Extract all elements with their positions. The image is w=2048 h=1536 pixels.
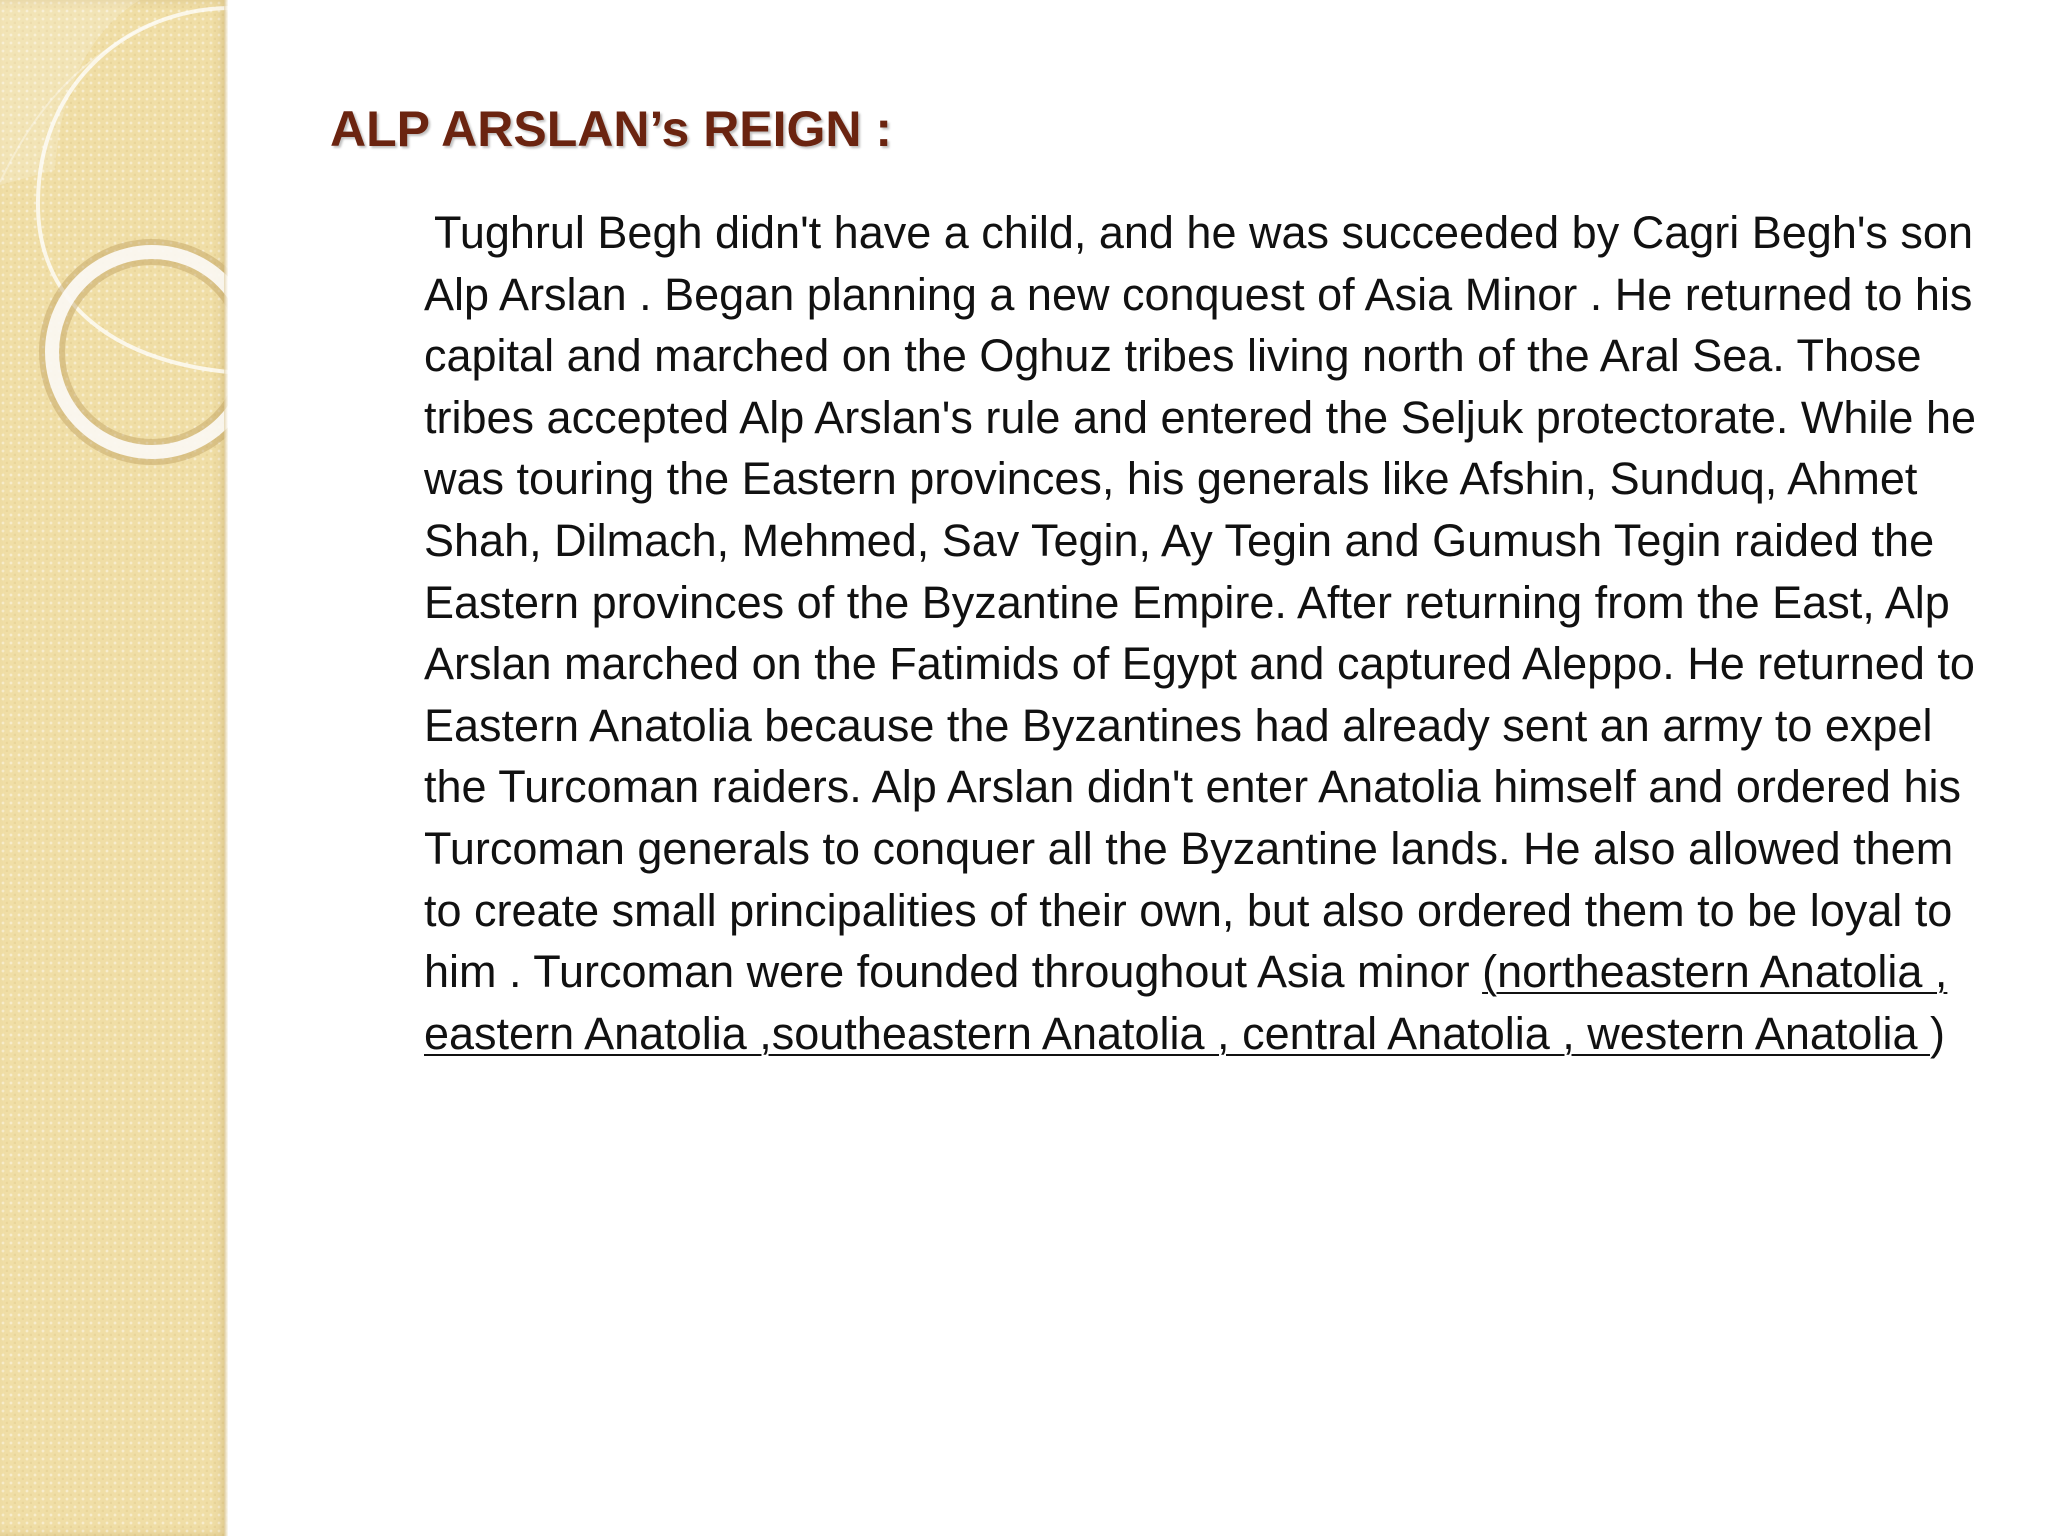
decorative-side-panel	[0, 0, 228, 1536]
decorative-swirl-icon	[0, 0, 228, 520]
body-text-underlined: (northeastern Anatolia , eastern Anatolia ,southeastern Anatolia , central Anatolia , western Anatolia	[424, 946, 1948, 1059]
slide-title: ALP ARSLAN’s REIGN :	[330, 101, 893, 157]
slide-body-text	[424, 202, 1984, 1064]
body-text-main: Tughrul Begh didn't have a child, and he was succeeded by Cagri Begh's son Alp Arslan . Began planning a new conquest of Asia Minor . He returned to his capital and marched on the Oghuz tribes living north of the Aral Sea. Those tribes accepted Alp Arslan's rule and entered the Seljuk protectorate. While he was touring the Eastern provinces, his generals like Afshin, Sunduq, Ahmet Shah, Dilmach, Mehmed, Sav Tegin, Ay Tegin and Gumush Tegin raided the Eastern provinces of the Byzantine Empire. After returning from the East, Alp Arslan marched on the Fatimids of Egypt and captured Aleppo. He returned to Eastern Anatolia because the Byzantines had already sent an army to expel the Turcoman raiders. Alp Arslan didn't enter Anatolia himself and ordered his Turcoman generals to conquer all the Byzantine lands. He also allowed them to create small principalities of their own, but also ordered them to be loyal to him . Turcoman were founded throughout Asia minor	[424, 207, 1976, 998]
body-text-end: )	[1929, 1007, 1945, 1059]
